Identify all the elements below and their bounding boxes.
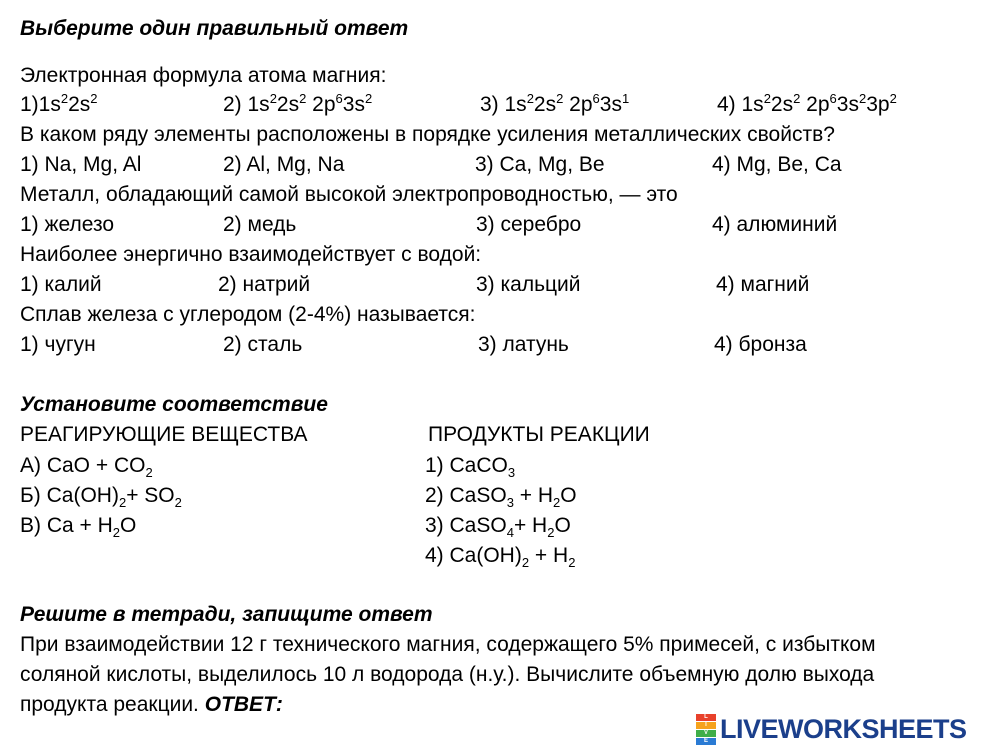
q4-option-3: 3) кальций [476,273,581,296]
q1-option-1: $1)1s^22s^2$ [20,91,98,116]
answer-label: ОТВЕТ: [204,693,283,716]
reactant-c: В) $Ca + H_2O$ [20,514,137,541]
q2-option-1: 1) Na, Mg, Al [20,153,142,176]
product-1: 1) CaCO$_3$ [425,454,516,481]
problem-line-3: продукта реакции. ОТВЕТ: [20,693,283,716]
question-5: Сплав железа с углеродом (2-4%) называется: [20,303,476,326]
q3-option-2: 2) медь [223,213,297,236]
q1-option-2: 2) $1s^22s^2$ $2p^63s^2$ [223,91,373,116]
product-2: 2) CaSO$_3$ + $H_2O$ [425,484,577,511]
problem-line-2: соляной кислоты, выделилось 10 л водорода (н.у.). Вычислите объемную долю выхода [20,663,875,686]
logo-mark-letter: V [696,730,716,737]
section1-heading: Выберите один правильный ответ [20,17,409,40]
q3-option-3: 3) серебро [476,213,582,236]
q2-option-2: 2) Al, Mg, Na [223,153,345,176]
q5-option-3: 3) латунь [478,333,569,356]
question-1: Электронная формула атома магния: [20,64,387,87]
product-3: 3) CaSO$_4$+ $H_2O$ [425,514,571,541]
products-header: ПРОДУКТЫ РЕАКЦИИ [428,423,650,446]
logo-mark-letter: I [696,722,716,729]
q1-option-4: 4) $1s^22s^2$ $2p^63s^23p^2$ [717,91,897,116]
question-3: Металл, обладающий самой высокой электропроводностью, — это [20,183,678,206]
q1-option-3: 3) $1s^22s^2$ $2p^63s^1$ [480,91,630,116]
q3-option-1: 1) железо [20,213,115,236]
question-4: Наиболее энергично взаимодействует с водой: [20,243,482,266]
q4-option-2: 2) натрий [218,273,311,296]
question-2: В каком ряду элементы расположены в порядке усиления металлических свойств? [20,123,835,146]
logo-mark-letter: L [696,714,716,721]
logo-mark-icon [696,713,716,745]
problem-line-1: При взаимодействии 12 г технического магния, содержащего 5% примесей, с избытком [20,633,876,656]
reactant-b: Б) $Ca(OH)_2+ SO_2$ [20,484,182,511]
q5-option-1: 1) чугун [20,333,96,356]
reactant-a: А) CaO + $CO_2$ [20,454,153,481]
q2-option-3: 3) Ca, Mg, Be [475,153,605,176]
q2-option-4: 4) Mg, Be, Ca [712,153,842,176]
q5-option-2: 2) сталь [223,333,303,356]
logo-mark-letter: E [696,738,716,745]
q3-option-4: 4) алюминий [712,213,838,236]
q4-option-1: 1) калий [20,273,102,296]
q5-option-4: 4) бронза [714,333,807,356]
liveworksheets-logo [696,713,967,745]
section3-heading: Решите в тетради, запищите ответ [20,603,433,626]
logo-text: LIVEWORKSHEETS [720,713,967,744]
reactants-header: РЕАГИРУЮЩИЕ ВЕЩЕСТВА [20,423,308,446]
section2-heading: Установите соответствие [20,393,328,416]
product-4: 4) $Ca(OH)_2 + H_2$ [425,544,576,571]
q4-option-4: 4) магний [716,273,810,296]
